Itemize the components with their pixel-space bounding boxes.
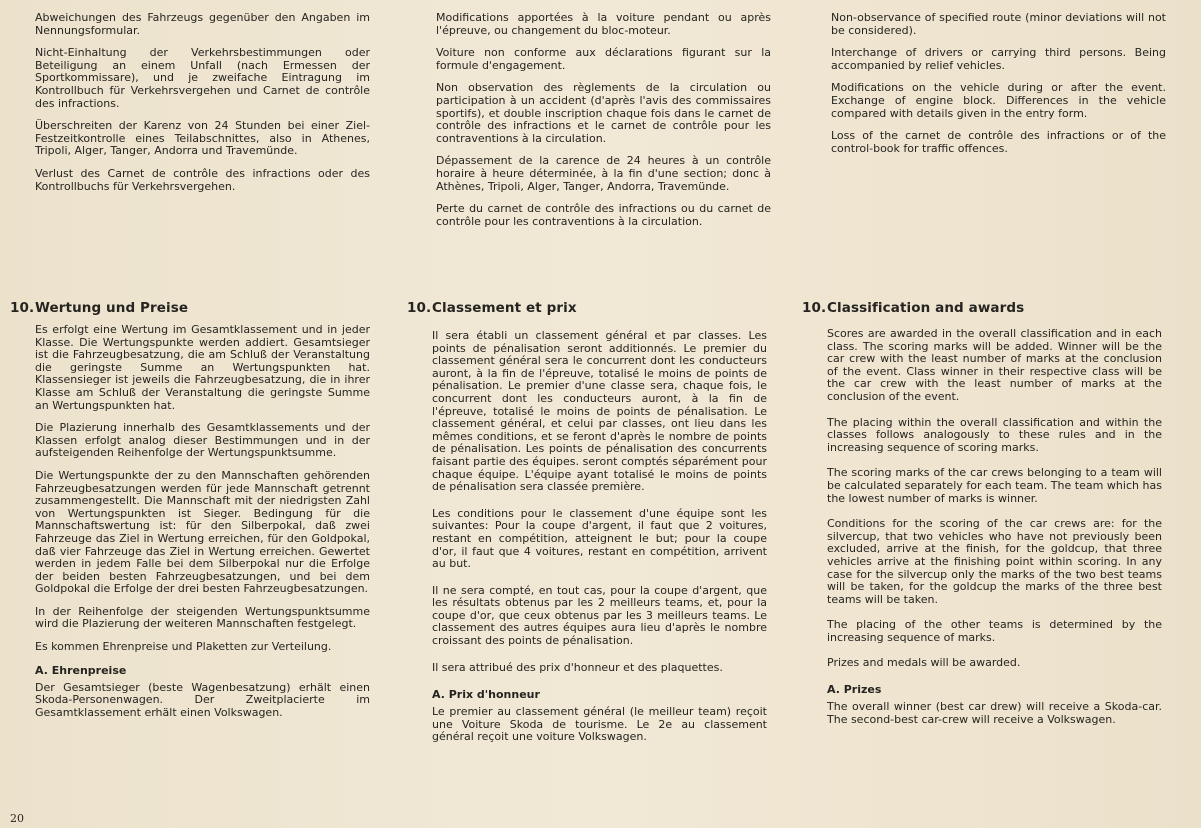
paragraph: The overall winner (best car drew) will receive a Skoda-car. The second-best car-crew will receive a Volkswagen. — [827, 700, 1162, 726]
paragraph: Verlust des Carnet de contrôle des infractions oder des Kontrollbuchs für Verkehrsvergehen. — [35, 166, 370, 193]
section-heading — [407, 300, 757, 316]
section-heading — [802, 300, 1152, 316]
section-title: Wertung und Preise — [35, 300, 189, 316]
paragraph: Interchange of drivers or carrying third persons. Being accompanied by relief vehicles. — [831, 46, 1166, 72]
paragraph: The scoring marks of the car crews belonging to a team will be calculated separately for each team. The team which has the lowest number of marks is winner. — [827, 466, 1162, 505]
section-english — [802, 300, 1162, 736]
paragraph: Modifications on the vehicle during or after the event. Exchange of engine block. Differences in the vehicle compared with details given in the entry form. — [831, 81, 1166, 120]
subheading: A. Ehrenpreise — [35, 663, 127, 677]
top-column-german — [35, 12, 370, 203]
paragraph: Conditions for the scoring of the car crews are: for the silvercup, that two vehicles who have not previously been excluded, arrive at the finish, for the goldcup, that three vehicles arrive at the finishing point within scoring. In any case for the silvercup only the marks of the two best teams will be taken, for the goldcup the marks of the three best teams will be taken. — [827, 517, 1162, 606]
top-column-english — [831, 12, 1166, 165]
paragraph: Scores are awarded in the overall classification and in each class. The scoring marks will be added. Winner will be the car crew with the least number of marks at the conclusion of the event. Class winner in their respective class will be the car crew with the least number of marks at the conclusion of the event. — [827, 327, 1162, 403]
paragraph: In der Reihenfolge der steigenden Wertungspunktsumme wird die Plazierung der weiteren Mannschaften festgelegt. — [35, 604, 370, 631]
paragraph: Überschreiten der Karenz von 24 Stunden bei einer Ziel-Festzeitkontrolle eines Teilabschnittes, also in Athenes, Tripoli, Alger, Tanger, Andorra und Travemünde. — [35, 119, 370, 158]
section-german — [10, 300, 370, 729]
paragraph: Les conditions pour le classement d'une équipe sont les suivantes: Pour la coupe d'argent, il faut que 2 voitures, restant en compétition, atteignent le but; pour la coupe d'or, il faut que 4 voitures, restant en compétition, arrivent au but. — [432, 506, 767, 571]
section-heading — [10, 300, 360, 316]
subheading: A. Prix d'honneur — [432, 688, 540, 702]
paragraph: Dépassement de la carence de 24 heures à un contrôle horaire à heure déterminée, à la fin d'une section; donc à Athènes, Tripoli, Alger, Tanger, Andorra, Travemünde. — [436, 154, 771, 193]
paragraph: Prizes and medals will be awarded. — [827, 656, 1021, 670]
paragraph: Non-observance of specified route (minor deviations will not be considered). — [831, 11, 1166, 37]
paragraph: The placing of the other teams is determined by the increasing sequence of marks. — [827, 618, 1162, 644]
paragraph: The placing within the overall classification and within the classes follows analogously to these rules and in the increasing sequence of scoring marks. — [827, 415, 1162, 454]
section-number: 10. — [407, 300, 432, 316]
paragraph: Le premier au classement général (le meilleur team) reçoit une Voiture Skoda de tourisme. Le 2e au classement général reçoit une voiture Volkswagen. — [432, 705, 767, 744]
paragraph: Non observation des règlements de la circulation ou participation à un accident (d'après l'avis des commissaires sportifs), et double inscription chaque fois dans le carnet de contrôle des infractions et le carnet de contrôle pour les contraventions à la circulation. — [436, 81, 771, 145]
section-number: 10. — [10, 300, 35, 316]
page-number: 20 — [10, 812, 24, 825]
paragraph: Il sera établi un classement général et par classes. Les points de pénalisation seront additionnés. Le premier du classement général sera le concurrent dont les conducteurs auront, à la fin de l'épreuve, totalisé le moins de points de pénalisation. Le premier d'une classe sera, chaque fois, le concurrent dont les conducteurs auront, à la fin de l'épreuve, totalisé le moins de points de pénalisation. Le classement général, et celui par classes, ont lieu dans les mêmes conditions, et se feront d'après le nombre de points de pénalisation. Les points de pénalisation des concurrents faisant partie des équipes. seront comptés séparément pour chaque équipe. L'équipe ayant totalisé le moins de points de pénalisation sera classée première. — [432, 329, 767, 494]
section-french — [407, 300, 767, 754]
section-number: 10. — [802, 300, 827, 316]
paragraph: Perte du carnet de contrôle des infractions ou du carnet de contrôle pour les contraventions à la circulation. — [436, 202, 771, 228]
paragraph: Abweichungen des Fahrzeugs gegenüber den Angaben im Nennungsformular. — [35, 11, 370, 37]
section-title: Classification and awards — [827, 300, 1025, 316]
paragraph: Es erfolgt eine Wertung im Gesamtklassement und in jeder Klasse. Die Wertungspunkte werden addiert. Gesamtsieger ist die Fahrzeugbesatzung, die am Schluß der Veranstaltung die geringste Summe an Wertungspunkten hat. Klassensieger ist jeweils die Fahrzeugbesatzung, die in ihrer Klasse am Schluß der Veranstaltung die geringste Summe an Wertungspunkten hat. — [35, 323, 370, 412]
paragraph: Voiture non conforme aux déclarations figurant sur la formule d'engagement. — [436, 46, 771, 72]
paragraph: Nicht-Einhaltung der Verkehrsbestimmungen oder Beteiligung an einem Unfall (nach Ermessen der Sportkommissare), und je zweifache Eintragung im Kontrollbuch für Verkehrsvergehen und Carnet de contrôle des infractions. — [35, 46, 370, 110]
top-column-french — [436, 12, 771, 238]
paragraph: Il sera attribué des prix d'honneur et des plaquettes. — [432, 660, 723, 674]
paragraph: Modifications apportées à la voiture pendant ou après l'épreuve, ou changement du bloc-moteur. — [436, 11, 771, 37]
paragraph: Die Plazierung innerhalb des Gesamtklassements und der Klassen erfolgt analog dieser Bestimmungen und in der aufsteigenden Reihenfolge der Wertungspunktsumme. — [35, 421, 370, 460]
paragraph: Il ne sera compté, en tout cas, pour la coupe d'argent, que les résultats obtenus par les 2 meilleurs teams, et, pour la coupe d'or, que ceux obtenus par les 3 meilleurs teams. Le classement des autres équipes aura lieu d'après le nombre croissant des points de pénalisation. — [432, 583, 767, 648]
paragraph: Es kommen Ehrenpreise und Plaketten zur Verteilung. — [35, 640, 332, 654]
subheading: A. Prizes — [827, 683, 882, 697]
section-title: Classement et prix — [432, 300, 577, 316]
paragraph: Loss of the carnet de contrôle des infractions or of the control-book for traffic offences. — [831, 129, 1166, 155]
paragraph: Der Gesamtsieger (beste Wagenbesatzung) erhält einen Skoda-Personenwagen. Der Zweitplacierte im Gesamtklassement erhält einen Volkswagen. — [35, 680, 370, 719]
paragraph: Die Wertungspunkte der zu den Mannschaften gehörenden Fahrzeugbesatzungen werden für jede Mannschaft getrennt zusammengestellt. Die Mannschaft mit der niedrigsten Zahl von Wertungspunkten ist Sieger. Bedingung für die Mannschaftswertung ist: für den Silberpokal, daß zwei Fahrzeuge das Ziel in Wertung erreichen, für den Goldpokal, daß vier Fahrzeuge das Ziel in Wertung erreichen. Gewertet werden in jedem Falle bei dem Silberpokal nur die Erfolge der beiden besten Fahrzeugbesatzungen, und bei dem Goldpokal die Erfolge der drei besten Fahrzeugbesatzungen. — [35, 468, 370, 596]
